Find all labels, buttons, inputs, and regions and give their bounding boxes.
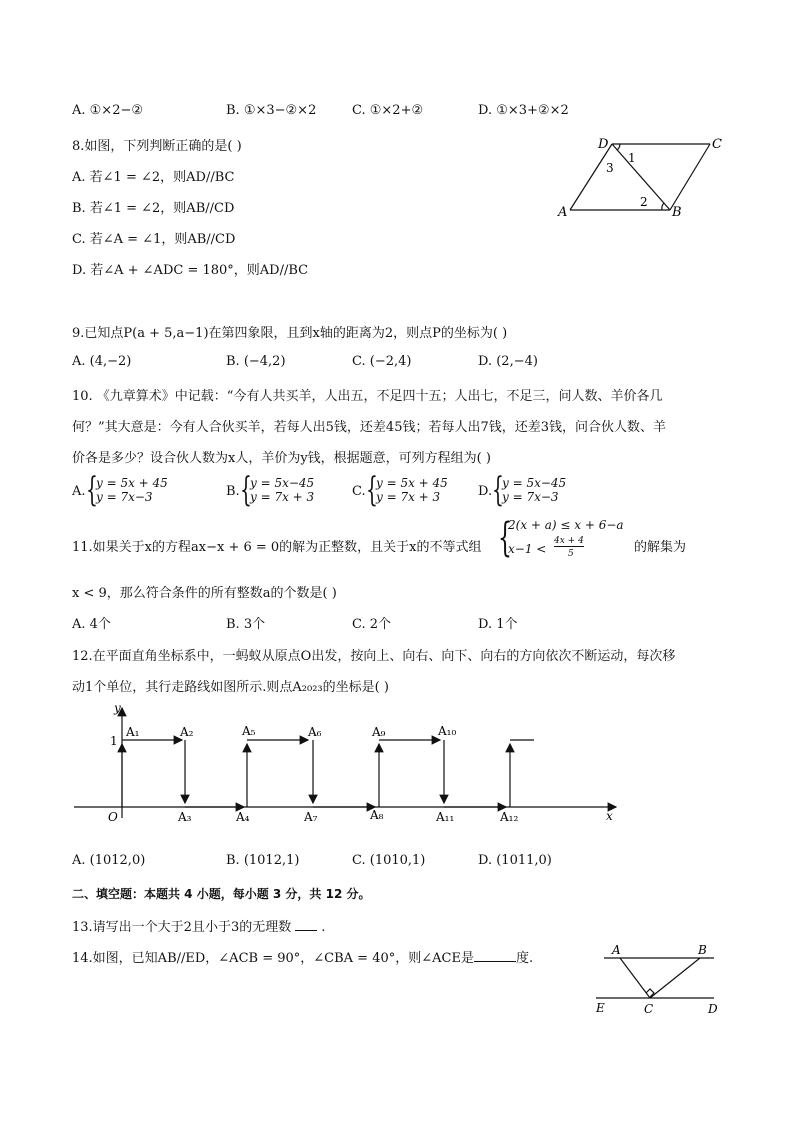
q12-line2: 动1个单位，其行走路线如图所示.则点A₂₀₂₃的坐标是( ) xyxy=(72,680,389,695)
q9-option-d: D. (2,−4) xyxy=(478,354,538,369)
q13-stem: 13.请写出一个大于2且小于3的无理数 . xyxy=(72,920,326,935)
q12-option-a: A. (1012,0) xyxy=(72,853,146,868)
q7-option-c: C. ①×2+② xyxy=(352,103,424,118)
y-axis-label: y xyxy=(114,701,121,715)
q11-line2: x < 9，那么符合条件的所有整数a的个数是( ) xyxy=(72,586,337,601)
label-a2: A₂ xyxy=(180,725,194,739)
label-a3: A₃ xyxy=(178,810,192,824)
q11-stem: 11.如果关于x的方程ax−x + 6 = 0的解为正整数，且关于x的不等式组 xyxy=(72,540,482,555)
q8-option-a: A. 若∠1 = ∠2，则AD//BC xyxy=(72,170,235,185)
label-a8: A₈ xyxy=(370,808,384,822)
q7-option-d: D. ①×3+②×2 xyxy=(478,103,569,118)
q14-label-a: A xyxy=(612,943,621,957)
q9-option-b: B. (−4,2) xyxy=(226,354,286,369)
q12-option-d: D. (1011,0) xyxy=(478,853,552,868)
q8-option-d: D. 若∠A + ∠ADC = 180°，则AD//BC xyxy=(72,263,309,278)
q14-triangle-figure xyxy=(590,938,730,1020)
q12-ant-path-figure xyxy=(70,700,630,830)
q8-label-angle1: 1 xyxy=(628,151,636,165)
q11-option-b: B. 3个 xyxy=(226,617,266,632)
label-a1: A₁ xyxy=(126,725,140,739)
q14-stem: 14.如图，已知AB//ED，∠ACB = 90°，∠CBA = 40°，则∠ACE是 度. xyxy=(72,951,534,966)
q12-line1: 12.在平面直角坐标系中，一蚂蚁从原点O出发，按向上、向右、向下、向右的方向依次不断运动，每次移 xyxy=(72,649,676,664)
label-a10: A₁₀ xyxy=(438,724,457,738)
q8-label-angle2: 2 xyxy=(640,195,648,209)
q10-line2: 何？”其大意是：今有人合伙买羊，若每人出5钱，还差45钱；若每人出7钱，还差3钱，问合伙人数、羊 xyxy=(72,420,667,435)
q8-stem: 8.如图，下列判断正确的是( ) xyxy=(72,139,242,154)
q9-option-c: C. (−2,4) xyxy=(352,354,412,369)
q11-inequality-system: { 2(x + a) ≤ x + 6−a x−1 < 4x + 4 5 xyxy=(498,515,624,561)
q8-label-d: D xyxy=(598,137,609,152)
label-a5: A₅ xyxy=(242,724,256,738)
q14-label-d: D xyxy=(708,1002,718,1016)
label-a9: A₉ xyxy=(372,725,386,739)
q14-answer-blank[interactable] xyxy=(474,961,516,962)
q12-option-c: C. (1010,1) xyxy=(352,853,426,868)
q8-label-c: C xyxy=(712,137,722,152)
q14-label-b: B xyxy=(698,943,707,957)
q11-option-d: D. 1个 xyxy=(478,617,518,632)
q8-label-b: B xyxy=(672,205,682,220)
q7-option-a: A. ①×2−② xyxy=(72,103,144,118)
tick-label-1: 1 xyxy=(110,734,118,748)
q13-answer-blank[interactable] xyxy=(295,930,317,931)
q12-option-b: B. (1012,1) xyxy=(226,853,300,868)
q11-option-c: C. 2个 xyxy=(352,617,392,632)
label-a6: A₆ xyxy=(308,725,322,739)
q9-stem: 9.已知点P(a + 5,a−1)在第四象限，且到x轴的距离为2，则点P的坐标为( ) xyxy=(72,326,508,341)
q7-option-b: B. ①×3−②×2 xyxy=(226,103,317,118)
label-a7: A₇ xyxy=(304,810,318,824)
q8-parallelogram-figure xyxy=(550,132,730,224)
q11-stem-end: 的解集为 xyxy=(634,540,687,555)
q14-label-c: C xyxy=(644,1002,654,1016)
q8-option-b: B. 若∠1 = ∠2，则AB//CD xyxy=(72,201,235,216)
q8-label-a: A xyxy=(558,205,568,220)
label-a11: A₁₁ xyxy=(436,810,455,824)
q10-line1: 10. 《九章算术》中记载：“今有人共买羊，人出五，不足四十五；人出七，不足三，问人数、羊价各几 xyxy=(72,389,663,404)
x-axis-label: x xyxy=(606,809,613,823)
origin-label: O xyxy=(108,810,118,824)
q9-option-a: A. (4,−2) xyxy=(72,354,132,369)
q8-label-angle3: 3 xyxy=(606,161,614,175)
q11-option-a: A. 4个 xyxy=(72,617,111,632)
label-a4: A₄ xyxy=(236,810,250,824)
q10-line3: 价各是多少？设合伙人数为x人，羊价为y钱，根据题意，可列方程组为( ) xyxy=(72,451,491,466)
label-a12: A₁₂ xyxy=(500,810,519,824)
section-2-heading: 二、填空题：本题共 4 小题，每小题 3 分，共 12 分。 xyxy=(72,887,371,901)
q14-label-e: E xyxy=(596,1001,605,1015)
q8-option-c: C. 若∠A = ∠1，则AB//CD xyxy=(72,232,236,247)
